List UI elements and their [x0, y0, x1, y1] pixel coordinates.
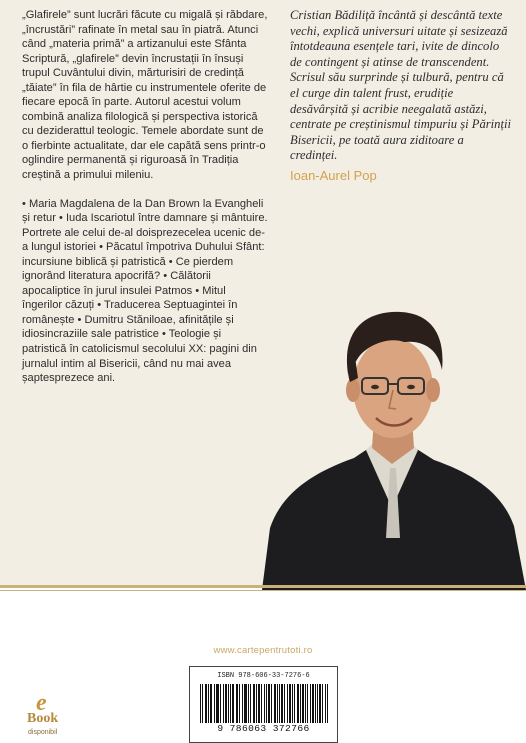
quote-author: Ioan-Aurel Pop	[290, 167, 377, 183]
barcode-digits: 9 786063 372766	[190, 723, 337, 734]
publisher-website: www.cartepentrutoti.ro	[213, 645, 313, 656]
ebook-label: Book	[27, 711, 59, 726]
isbn-number: ISBN 978-606-33-7276-6	[217, 672, 310, 680]
blurb-column	[22, 8, 268, 386]
barcode-icon	[200, 684, 329, 726]
blurb-paragraph-intro: „Glafirele” sunt lucrări făcute cu migală și răbdare, „încrustări” rafinate în metal sau în piatră. Atunci când „materia primă” a artizanului este Sfânta Scriptură, „glafirele” devin încrustații în însuși trupul Cuvântului divin, mărturisiri de credință „tăiate” în fila de hârtie cu instrumentele oferite de fiecare epocă în parte. Autorul acestui volum combină analiza filologică și perspectiva istorică cu deziderattul teologic. Temele abordate sunt de o fierbinte actualitate, dar ele capătă sens printr-o oglindire permanentă și riguroasă în Tradiția creștină a primului mileniu.	[22, 9, 268, 182]
isbn-barcode	[189, 666, 338, 743]
quote-column	[290, 8, 512, 184]
blurb-paragraph-contents: • Maria Magdalena de la Dan Brown la Evangheli și retur • Iuda Iscariotul între damnare și mântuire. Portrete ale celui de-al doisprezecelea ucenic de-a lungul istoriei • Păcatul împotriva Duhului Sfânt: incursiune biblică și patristică • Ce pierdem ignorând literatura apocrifă? • Călătorii apocaliptice în jurul insulei Patmos • Mitul îngerilor căzuți • Traducerea Septuagintei în românește • Dumitru Stăniloae, afinitățile și idiosincraziile sale patristice • Teologie și patristică în catolicismul secolului XX: pagini din jurnalul intim al Bisericii, când nu mai avea șaptesprezece ani.	[22, 197, 268, 385]
author-portrait	[262, 278, 526, 590]
footer-divider	[0, 585, 526, 588]
ebook-availability: disponibil	[28, 729, 58, 736]
review-quote: Cristian Bădiliță încântă și descântă texte vechi, explică universuri uitate și sesizează întotdeauna esențele tari, ivite de dincolo de contingent și atinse de transcendent. Scrisul său surprinde și tulbură, pentru că el curge din talent frust, erudiție desăvârșită și acribie neegalată astăzi, centrate pe creștinismul timpuriu și Părinții Bisericii, pe toată aura ziditoare a credinței.	[290, 8, 511, 163]
footer-divider-thin	[0, 590, 526, 591]
ebook-logo-letter: e	[36, 690, 47, 716]
